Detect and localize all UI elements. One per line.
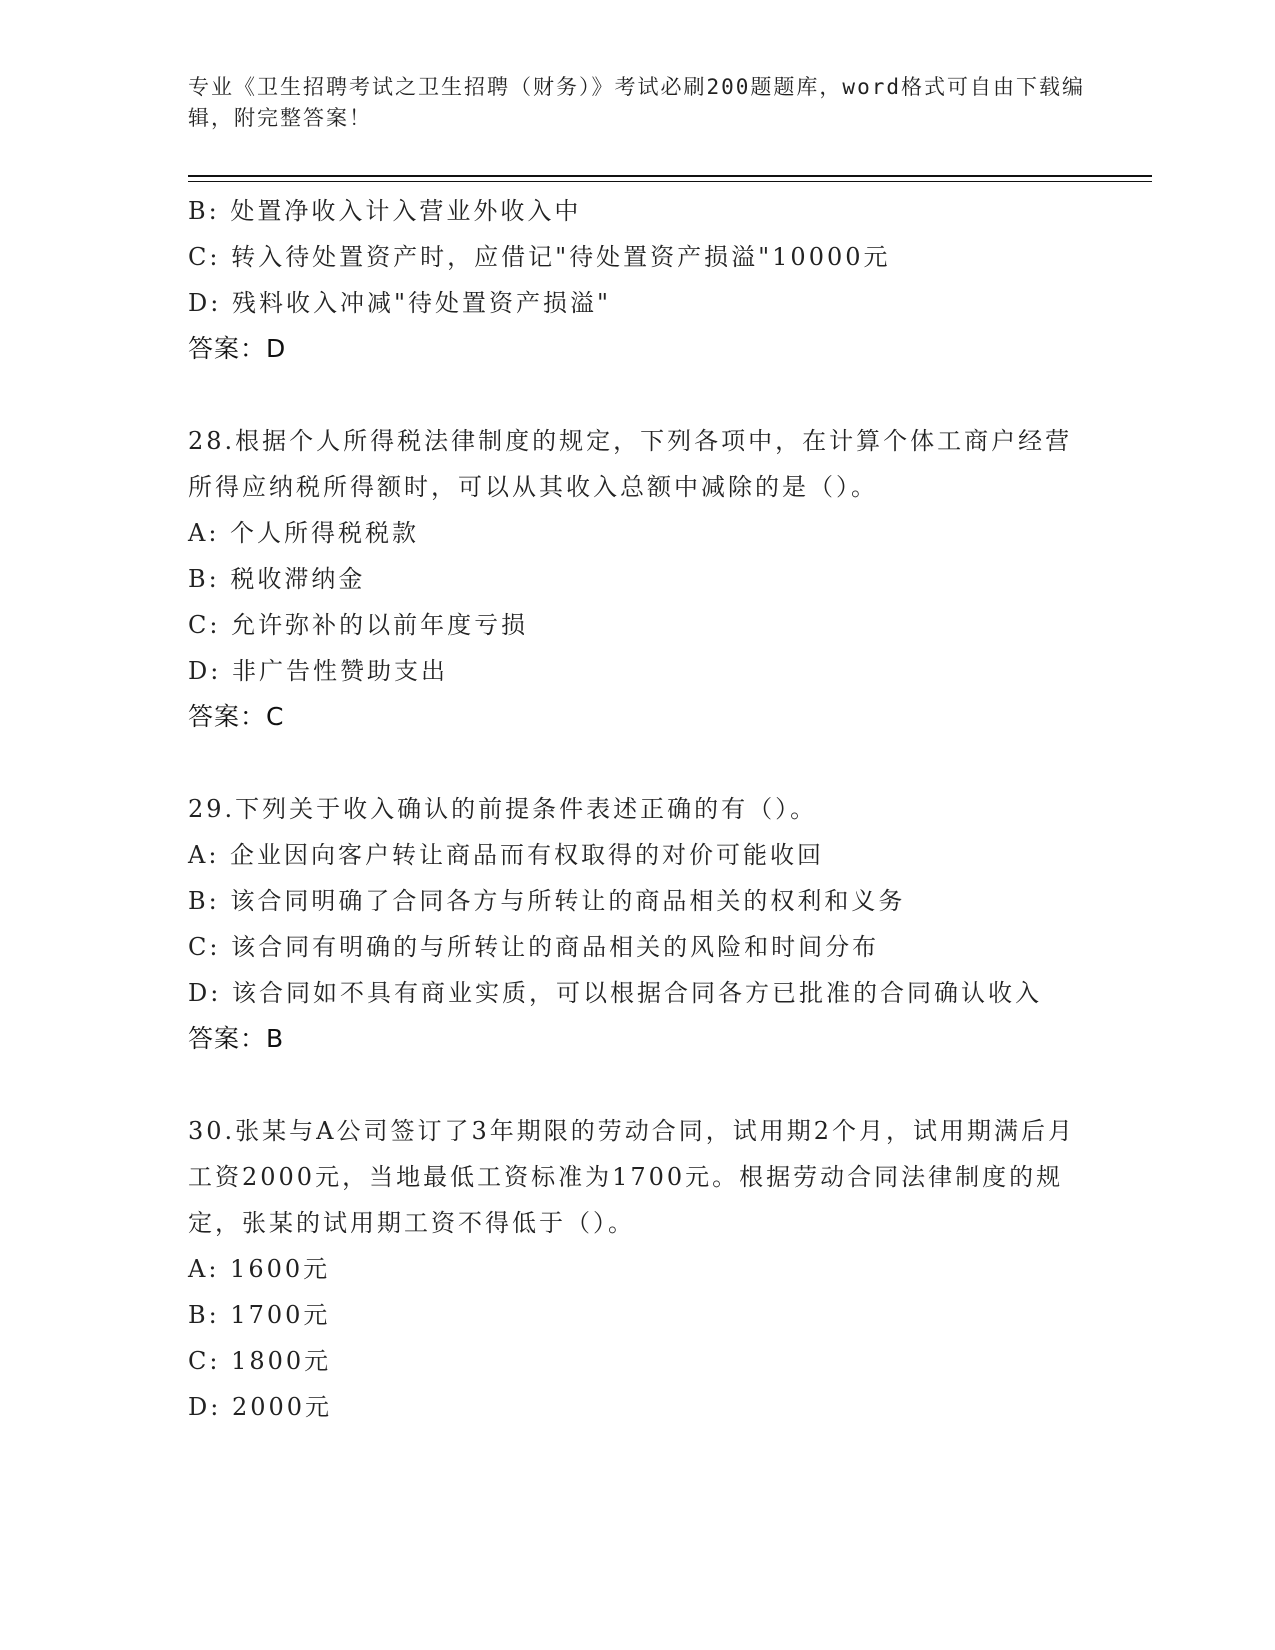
option-c: C: 转入待处置资产时，应借记"待处置资产损溢"10000元 (188, 243, 891, 271)
answer-line: 答案：C (188, 702, 285, 731)
spacer (188, 372, 1088, 418)
option-d: D: 该合同如不具有商业实质，可以根据合同各方已批准的合同确认收入 (188, 979, 1042, 1007)
option-b: B: 税收滞纳金 (188, 565, 366, 593)
header-rule-thin (188, 181, 1152, 182)
question-stem: 29.下列关于收入确认的前提条件表述正确的有（）。 (188, 795, 818, 823)
question-29 (188, 786, 1088, 1062)
answer-line: 答案：B (188, 1024, 285, 1053)
option-b: B: 处置净收入计入营业外收入中 (188, 197, 582, 225)
option-d: D: 残料收入冲减"待处置资产损溢" (188, 289, 612, 317)
option-d: D: 非广告性赞助支出 (188, 657, 448, 685)
question-28 (188, 418, 1088, 740)
question-stem: 28.根据个人所得税法律制度的规定，下列各项中，在计算个体工商户经营所得应纳税所得额时，可以从其收入总额中减除的是（）。 (188, 427, 1073, 501)
answer-line: 答案：D (188, 334, 287, 363)
document-body (188, 188, 1088, 1430)
option-d: D: 2000元 (188, 1393, 333, 1421)
question-stem: 30.张某与A公司签订了3年期限的劳动合同，试用期2个月，试用期满后月工资2000元，当地最低工资标准为1700元。根据劳动合同法律制度的规定，张某的试用期工资不得低于（）。 (188, 1117, 1076, 1237)
question-27-tail (188, 188, 1088, 372)
header-rule-thick (188, 175, 1152, 177)
option-a: A: 企业因向客户转让商品而有权取得的对价可能收回 (188, 841, 825, 869)
document-header: 专业《卫生招聘考试之卫生招聘（财务）》考试必刷200题题库，word格式可自由下载编辑，附完整答案！ (188, 75, 1085, 130)
option-c: C: 允许弥补的以前年度亏损 (188, 611, 529, 639)
option-a: A: 个人所得税税款 (188, 519, 420, 547)
spacer (188, 1062, 1088, 1108)
option-b: B: 1700元 (188, 1301, 331, 1329)
option-a: A: 1600元 (188, 1255, 331, 1283)
option-b: B: 该合同明确了合同各方与所转让的商品相关的权利和义务 (188, 887, 906, 915)
option-c: C: 1800元 (188, 1347, 332, 1375)
option-c: C: 该合同有明确的与所转让的商品相关的风险和时间分布 (188, 933, 880, 961)
question-30 (188, 1108, 1088, 1430)
spacer (188, 740, 1088, 786)
